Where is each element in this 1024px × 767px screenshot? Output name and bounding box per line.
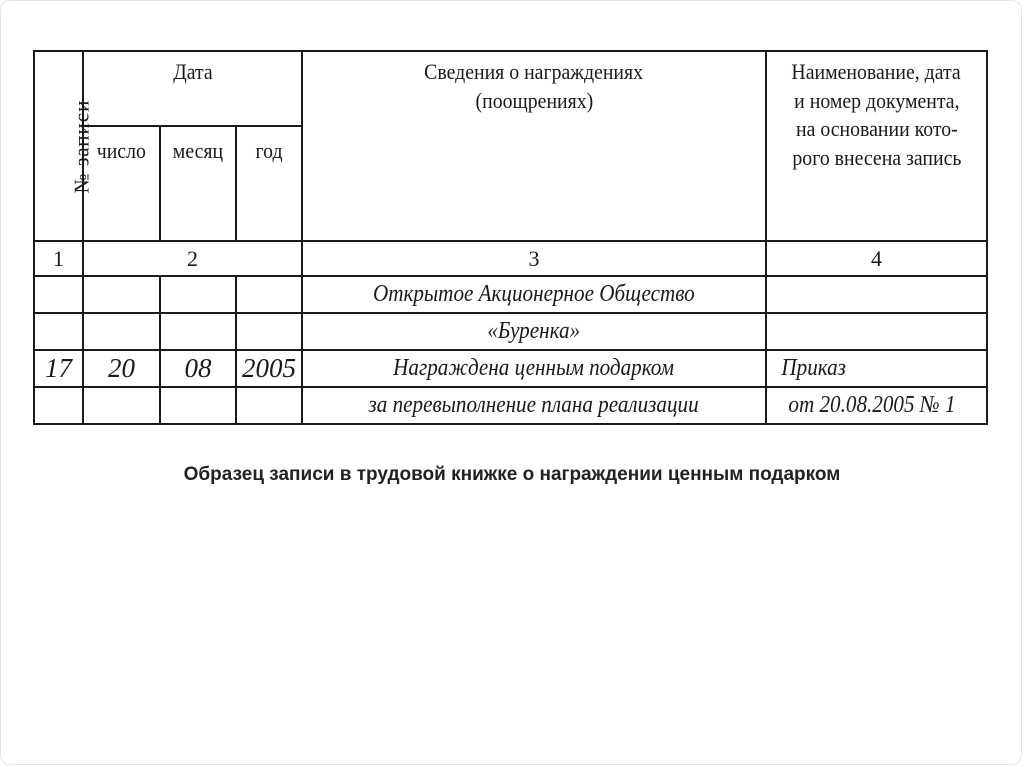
date-label: Дата <box>172 59 213 84</box>
month-cell <box>160 313 236 350</box>
award-info-text: за перевыполнение плана реализации <box>368 392 700 418</box>
table-row <box>34 350 987 387</box>
document-header <box>766 51 987 241</box>
index-cell-1: 1 <box>34 241 83 276</box>
record-no-cell: 17 <box>34 350 83 387</box>
awards-label-line1: Сведения о награждениях <box>424 59 644 84</box>
day-cell <box>83 387 160 424</box>
month-label: месяц <box>172 138 224 163</box>
month-cell <box>160 276 236 313</box>
document-cell <box>766 313 987 350</box>
document-cell <box>766 350 987 387</box>
column-index-row <box>34 241 987 276</box>
document-label-line2: и номер документа, <box>793 87 960 113</box>
record-no-label: № записи <box>69 99 94 193</box>
month-cell <box>160 387 236 424</box>
index-cell-4: 4 <box>766 241 987 276</box>
year-cell <box>236 313 302 350</box>
slide-caption: Образец записи в трудовой книжке о награждении ценным подарком <box>183 464 841 485</box>
award-record-table <box>33 50 988 425</box>
record-no-cell <box>34 313 83 350</box>
day-header <box>83 126 160 241</box>
header-row-top <box>34 51 987 126</box>
document-text: Приказ <box>781 355 846 381</box>
award-info-cell <box>302 313 766 350</box>
awards-header <box>302 51 766 241</box>
day-cell: 20 <box>83 350 160 387</box>
awards-label-line2: (поощрениях) <box>475 87 593 113</box>
record-no-header <box>34 51 94 241</box>
document-cell <box>766 276 987 313</box>
award-info-cell <box>302 387 766 424</box>
month-cell: 08 <box>160 350 236 387</box>
table-row <box>34 276 987 313</box>
award-info-text: Открытое Акционерное Общество <box>373 281 695 307</box>
year-label: год <box>255 138 283 163</box>
record-no-cell <box>34 276 83 313</box>
record-no-cell <box>34 387 83 424</box>
document-cell <box>766 387 987 424</box>
date-header <box>83 51 302 126</box>
year-header <box>236 126 302 241</box>
index-cell-3: 3 <box>302 241 766 276</box>
award-info-cell <box>302 350 766 387</box>
table-row <box>34 387 987 424</box>
award-info-cell <box>302 276 766 313</box>
document-label-line3: на основании кото- <box>795 116 958 142</box>
day-label: число <box>96 138 147 163</box>
award-info-text: Награждена ценным подарком <box>393 355 675 381</box>
year-cell <box>236 387 302 424</box>
index-cell-2: 2 <box>83 241 302 276</box>
document-label-line1: Наименование, дата <box>791 59 962 84</box>
document-text: от 20.08.2005 № 1 <box>788 392 956 418</box>
day-cell <box>83 276 160 313</box>
day-cell <box>83 313 160 350</box>
table-row <box>34 313 987 350</box>
month-header <box>160 126 236 241</box>
document-label-line4: рого внесена запись <box>791 144 962 170</box>
year-cell: 2005 <box>236 350 302 387</box>
award-info-text: «Буренка» <box>487 318 581 344</box>
year-cell <box>236 276 302 313</box>
